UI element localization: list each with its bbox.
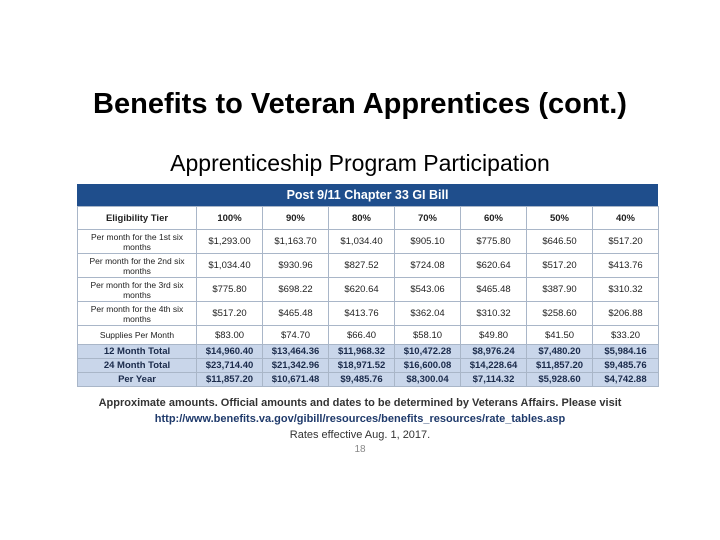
table-cell: $66.40 [329, 326, 395, 345]
gi-bill-table-container [77, 184, 658, 387]
table-cell: $517.20 [527, 254, 593, 278]
table-cell: $646.50 [527, 230, 593, 254]
rate-tables-link[interactable]: http://www.benefits.va.gov/gibill/resources/benefits_resources/rate_tables.asp [154, 413, 566, 425]
table-cell: $11,968.32 [329, 345, 395, 359]
gi-bill-table [77, 206, 659, 387]
table-cell: $775.80 [197, 278, 263, 302]
table-row [78, 278, 659, 302]
table-cell: $930.96 [263, 254, 329, 278]
table-cell: $41.50 [527, 326, 593, 345]
header-cell: Eligibility Tier [78, 207, 197, 230]
table-row [78, 254, 659, 278]
table-cell: $1,163.70 [263, 230, 329, 254]
header-cell: 70% [395, 207, 461, 230]
table-cell: $7,114.32 [461, 373, 527, 387]
table-cell: $16,600.08 [395, 359, 461, 373]
total-row [78, 359, 659, 373]
table-cell: $9,485.76 [593, 359, 659, 373]
table-cell: $387.90 [527, 278, 593, 302]
table-cell: $310.32 [461, 302, 527, 326]
table-cell: $465.48 [461, 278, 527, 302]
table-cell: $14,228.64 [461, 359, 527, 373]
header-cell: 50% [527, 207, 593, 230]
table-cell: $9,485.76 [329, 373, 395, 387]
table-cell: $7,480.20 [527, 345, 593, 359]
header-cell: 90% [263, 207, 329, 230]
table-cell: $5,984.16 [593, 345, 659, 359]
table-cell: $258.60 [527, 302, 593, 326]
table-cell: $827.52 [329, 254, 395, 278]
table-cell: $698.22 [263, 278, 329, 302]
table-caption: Post 9/11 Chapter 33 GI Bill [77, 184, 658, 206]
table-cell: $620.64 [329, 278, 395, 302]
slide-title: Benefits to Veteran Apprentices (cont.) [93, 88, 627, 120]
table-cell: $10,671.48 [263, 373, 329, 387]
table-cell: $49.80 [461, 326, 527, 345]
row-label: Per Year [78, 373, 197, 387]
effective-date-note: Rates effective Aug. 1, 2017. [289, 429, 431, 441]
row-label: 24 Month Total [78, 359, 197, 373]
header-cell: 40% [593, 207, 659, 230]
disclaimer-note: Approximate amounts. Official amounts and dates to be determined by Veterans Affairs. Please visit [98, 397, 622, 409]
row-label: Per month for the 3rd six months [78, 278, 197, 302]
header-cell: 80% [329, 207, 395, 230]
table-cell: $310.32 [593, 278, 659, 302]
table-cell: $517.20 [593, 230, 659, 254]
table-cell: $206.88 [593, 302, 659, 326]
header-cell: 100% [197, 207, 263, 230]
table-row [78, 326, 659, 345]
table-cell: $13,464.36 [263, 345, 329, 359]
table-cell: $58.10 [395, 326, 461, 345]
table-cell: $8,300.04 [395, 373, 461, 387]
table-cell: $8,976.24 [461, 345, 527, 359]
table-cell: $4,742.88 [593, 373, 659, 387]
table-cell: $1,034.40 [329, 230, 395, 254]
slide-subtitle: Apprenticeship Program Participation [170, 150, 550, 176]
table-cell: $18,971.52 [329, 359, 395, 373]
table-cell: $517.20 [197, 302, 263, 326]
table-cell: $413.76 [329, 302, 395, 326]
table-cell: $724.08 [395, 254, 461, 278]
header-row [78, 207, 659, 230]
row-label: Supplies Per Month [78, 326, 197, 345]
table-cell: $620.64 [461, 254, 527, 278]
table-cell: $1,293.00 [197, 230, 263, 254]
row-label: Per month for the 4th six months [78, 302, 197, 326]
table-cell: $413.76 [593, 254, 659, 278]
table-cell: $465.48 [263, 302, 329, 326]
row-label: Per month for the 1st six months [78, 230, 197, 254]
row-label: 12 Month Total [78, 345, 197, 359]
table-cell: $543.06 [395, 278, 461, 302]
table-cell: $11,857.20 [197, 373, 263, 387]
table-cell: $11,857.20 [527, 359, 593, 373]
table-row [78, 230, 659, 254]
total-row [78, 373, 659, 387]
table-cell: $23,714.40 [197, 359, 263, 373]
page-number: 18 [354, 444, 366, 455]
table-cell: $14,960.40 [197, 345, 263, 359]
table-row [78, 302, 659, 326]
table-cell: $83.00 [197, 326, 263, 345]
table-cell: $33.20 [593, 326, 659, 345]
total-row [78, 345, 659, 359]
table-cell: $362.04 [395, 302, 461, 326]
table-cell: $74.70 [263, 326, 329, 345]
table-cell: $21,342.96 [263, 359, 329, 373]
table-cell: $1,034.40 [197, 254, 263, 278]
row-label: Per month for the 2nd six months [78, 254, 197, 278]
table-cell: $10,472.28 [395, 345, 461, 359]
table-cell: $5,928.60 [527, 373, 593, 387]
table-cell: $905.10 [395, 230, 461, 254]
table-cell: $775.80 [461, 230, 527, 254]
header-cell: 60% [461, 207, 527, 230]
